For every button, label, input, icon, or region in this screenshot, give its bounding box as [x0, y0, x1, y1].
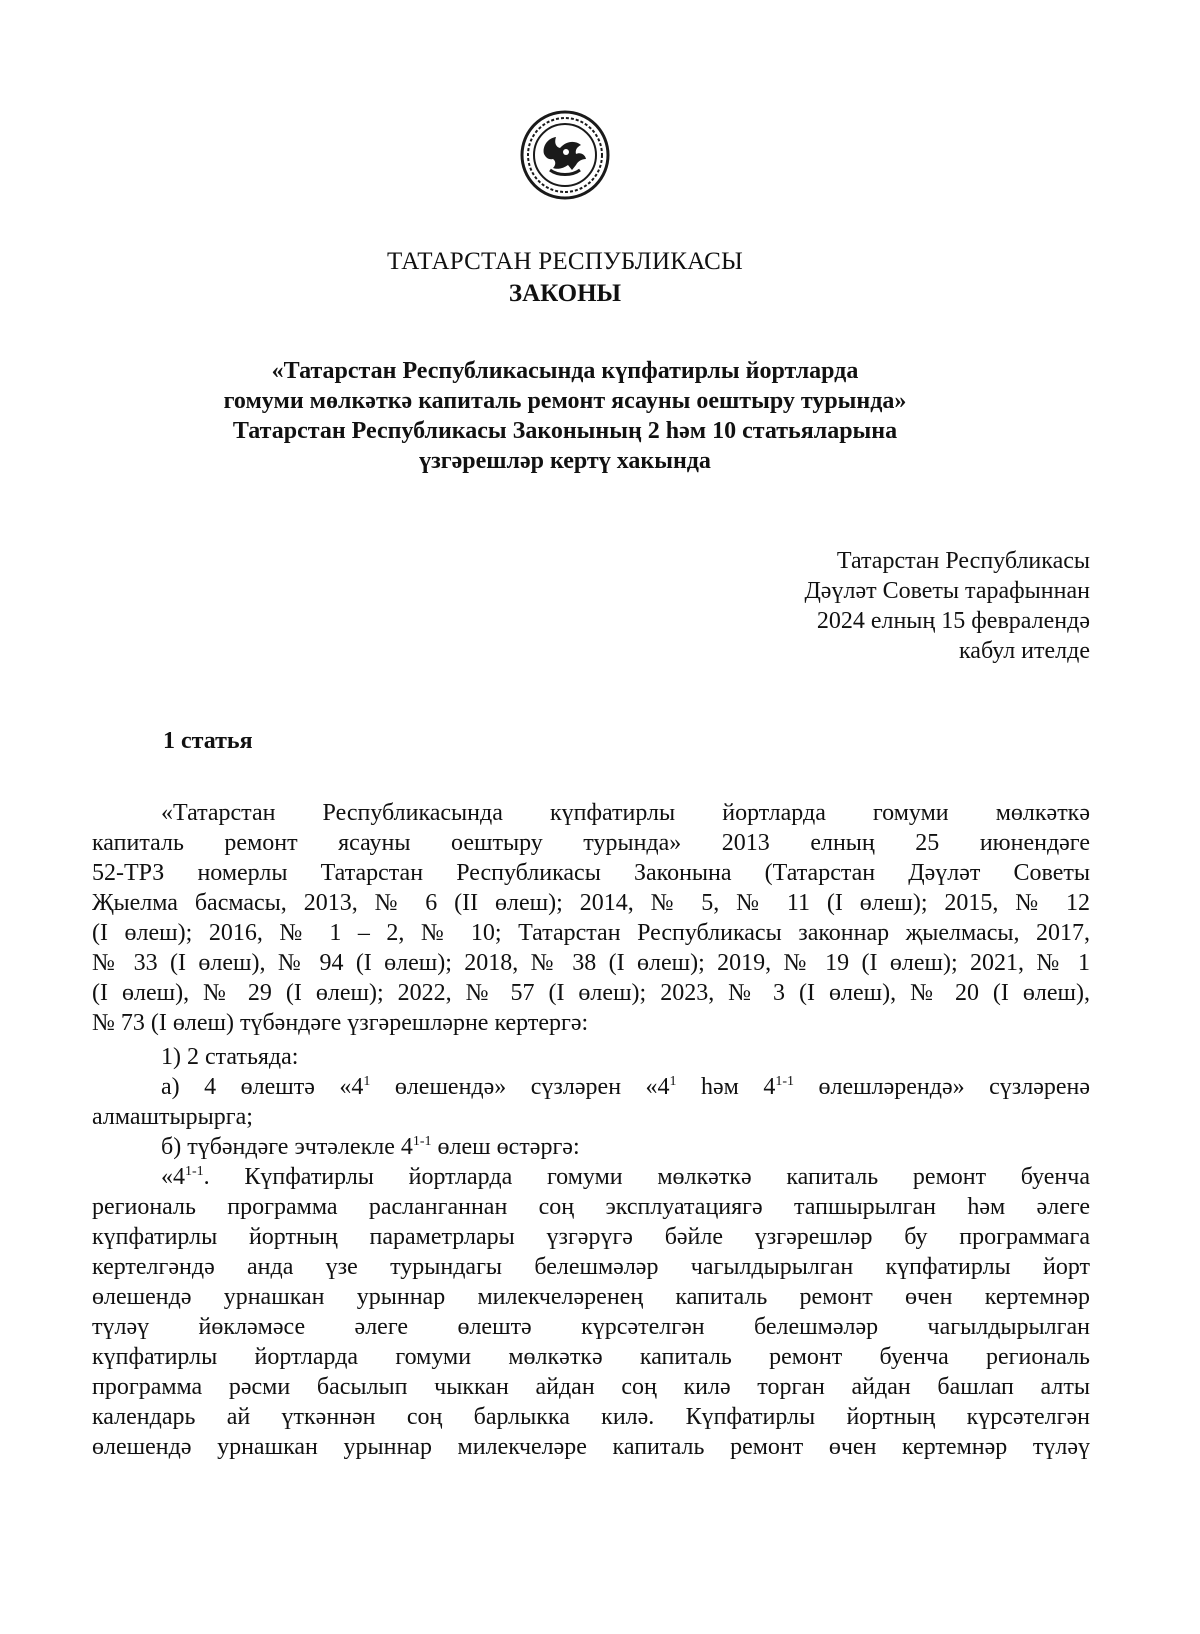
quoted-part-line: түләү йөкләмәсе әлеге өлештә күрсәтелгән белешмәләр чагылдырылган — [92, 1314, 1090, 1340]
item-b: б) түбәндәге эчтәлекле 4$^{1-1}$ өлеш өстәргә: — [161, 1134, 580, 1160]
quoted-part-line: программа рәсми басылып чыккан айдан соң килә торган айдан башлап алты — [92, 1374, 1090, 1400]
adoption-line: Дәүләт Советы тарафыннан — [804, 578, 1090, 604]
paragraph-line: 52-ТРЗ номерлы Татарстан Республикасы Законына (Татарстан Дәүләт Советы — [92, 860, 1090, 886]
article-paragraph — [92, 798, 1090, 1038]
item-1: 1) 2 статьяда: — [161, 1044, 299, 1070]
title-line: үзгәрешләр кертү хакында — [419, 448, 711, 474]
amendment-items — [92, 1042, 1090, 1462]
adoption-line: Татарстан Республикасы — [836, 548, 1090, 574]
paragraph-line: (I өлеш), № 29 (I өлеш); 2022, № 57 (I өлеш); 2023, № 3 (I өлеш), № 20 (I өлеш), — [92, 980, 1090, 1006]
paragraph-line: Җыелма басмасы, 2013, № 6 (II өлеш); 2014, № 5, № 11 (I өлеш); 2015, № 12 — [92, 890, 1090, 916]
quoted-part-line: күпфатирлы йортның параметрлары үзгәрүгә бәйле үзгәрешләр бу программага — [92, 1224, 1090, 1250]
paragraph-line: капиталь ремонт ясауны оештыру турында» 2013 елның 25 июнендәге — [92, 830, 1090, 856]
paragraph-line: (I өлеш); 2016, № 1 – 2, № 10; Татарстан Республикасы законнар җыелмасы, 2017, — [92, 920, 1090, 946]
quoted-part-line: өлешендә урнашкан урыннар милекчеләренең капиталь ремонт өчен кертемнәр — [92, 1284, 1090, 1310]
article-heading: 1 статья — [163, 728, 253, 754]
law-title — [0, 356, 1130, 476]
paragraph-line: № 73 (I өлеш) түбәндәге үзгәрешләрне кертергә: — [92, 1010, 589, 1036]
quoted-part-line: күпфатирлы йортларда гомуми мөлкәткә капиталь ремонт буенча региональ — [92, 1344, 1090, 1370]
quoted-part-line: өлешендә урнашкан урыннар милекчеләре капиталь ремонт өчен кертемнәр түләү — [92, 1434, 1090, 1460]
coat-of-arms-emblem — [520, 110, 610, 200]
adoption-line: кабул ителде — [959, 638, 1090, 664]
title-line: гомуми мөлкәткә капиталь ремонт ясауны оештыру турында» — [223, 388, 907, 414]
adoption-line: 2024 елның 15 февралендә — [816, 608, 1090, 634]
paragraph-line: № 33 (I өлеш), № 94 (I өлеш); 2018, № 38 (I өлеш); 2019, № 19 (I өлеш); 2021, № 1 — [92, 950, 1090, 976]
quoted-part-line: кертелгәндә анда үзе турындагы белешмәләр чагылдырылган күпфатирлы йорт — [92, 1254, 1090, 1280]
item-a-continuation: алмаштырырга; — [92, 1104, 253, 1130]
item-a: а) 4 өлештә «$4^1$ өлешендә» сүзләрен «$4^1$ һәм 4$^{1-1}$ өлешләрендә» сүзләренә — [161, 1074, 1090, 1100]
quoted-part-first-line: «4$^{1-1}$. Күпфатирлы йортларда гомуми мөлкәткә капиталь ремонт буенча — [161, 1164, 1090, 1190]
title-line: Татарстан Республикасы Законының 2 һәм 10 статьяларына — [232, 418, 898, 444]
adoption-block — [804, 546, 1090, 666]
header-republic: ТАТАРСТАН РЕСПУБЛИКАСЫ — [387, 248, 743, 275]
header-law: ЗАКОНЫ — [508, 280, 622, 307]
paragraph-line: «Татарстан Республикасында күпфатирлы йортларда гомуми мөлкәткә — [161, 800, 1090, 826]
quoted-part-line: календарь ай үткәннән соң барлыкка килә. Күпфатирлы йортның күрсәтелгән — [92, 1404, 1090, 1430]
quoted-part-line: региональ программа расланганнан соң эксплуатациягә тапшырылган һәм әлеге — [92, 1194, 1090, 1220]
tatarstan-coat-of-arms-icon — [520, 110, 610, 200]
title-line: «Татарстан Республикасында күпфатирлы йортларда — [271, 358, 859, 384]
